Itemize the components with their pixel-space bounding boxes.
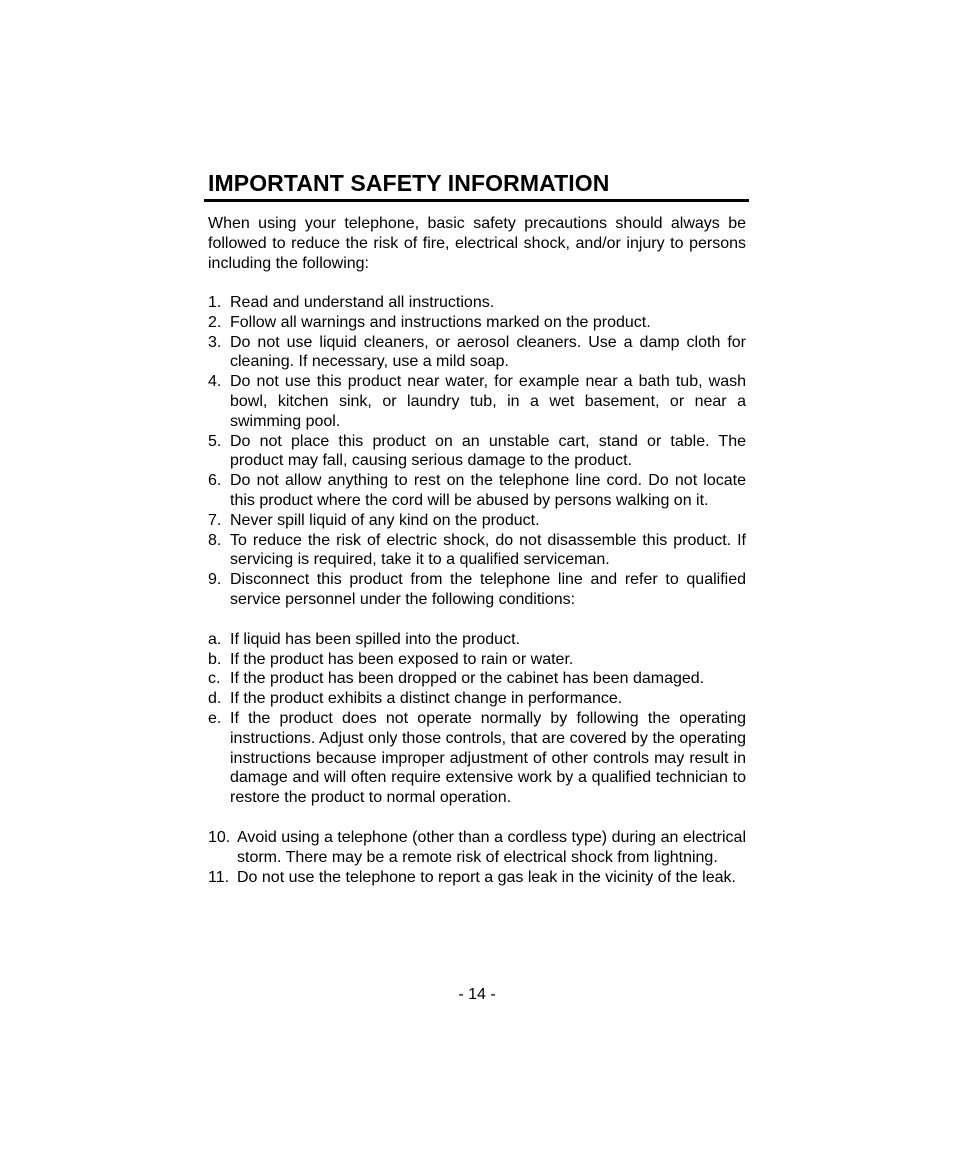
item-text: Read and understand all instructions. xyxy=(230,294,495,311)
sub-item-text: If liquid has been spilled into the product. xyxy=(230,630,520,648)
sub-item-text: If the product has been dropped or the cabinet has been damaged. xyxy=(230,670,705,688)
item-number: 6. xyxy=(208,472,222,490)
list-item xyxy=(208,471,746,511)
list-item xyxy=(208,868,746,888)
list-item xyxy=(208,293,746,313)
title-underline xyxy=(204,199,749,202)
conditions-list xyxy=(208,630,746,808)
item-number: 7. xyxy=(208,511,222,529)
sub-list-item xyxy=(208,630,746,650)
list-item xyxy=(208,333,746,373)
sub-list-item xyxy=(208,689,746,709)
item-text: Do not allow anything to rest on the telephone line cord. Do not locate this product where the cord will be abused by persons walking on it. xyxy=(230,472,746,509)
item-number: 11. xyxy=(208,868,230,886)
list-item xyxy=(208,372,746,431)
item-text: Do not use this product near water, for example near a bath tub, wash bowl, kitchen sink, or laundry tub, in a wet basement, or near a swimming pool. xyxy=(230,373,746,430)
list-item xyxy=(208,432,746,472)
item-number: 9. xyxy=(208,571,222,589)
sub-item-letter: a. xyxy=(208,630,222,648)
item-number: 4. xyxy=(208,373,222,391)
list-item xyxy=(208,313,746,333)
item-number: 5. xyxy=(208,432,222,450)
item-text: Do not use the telephone to report a gas leak in the vicinity of the leak. xyxy=(237,868,736,886)
item-text: Do not place this product on an unstable cart, stand or table. The product may fall, causing serious damage to the product. xyxy=(230,432,746,470)
safety-list xyxy=(208,293,746,610)
item-number: 3. xyxy=(208,333,222,351)
page-number: - 14 - xyxy=(458,986,496,1003)
item-text: To reduce the risk of electric shock, do not disassemble this product. If servicing is required, take it to a qualified serviceman. xyxy=(230,531,746,569)
item-text: Follow all warnings and instructions marked on the product. xyxy=(230,313,651,331)
list-item xyxy=(208,570,746,610)
page-title: IMPORTANT SAFETY INFORMATION xyxy=(208,170,610,196)
sub-item-text: If the product does not operate normally by following the operating instructions. Adjust only those controls, that are covered by the operating instructions because improper adjustment of other controls may result in damage and will often require extensive work by a qualified technician to restore the product to normal operation. xyxy=(230,709,746,807)
list-item xyxy=(208,531,746,571)
intro-paragraph: When using your telephone, basic safety precautions should always be followed to reduce the risk of fire, electrical shock, and/or injury to persons including the following: xyxy=(208,215,746,272)
document-page xyxy=(208,168,746,887)
item-number: 10. xyxy=(208,828,231,846)
sub-item-letter: b. xyxy=(208,650,222,668)
sub-item-letter: c. xyxy=(208,670,221,688)
item-text: Do not use liquid cleaners, or aerosol cleaners. Use a damp cloth for cleaning. If necessary, use a mild soap. xyxy=(230,333,746,371)
sub-list-item xyxy=(208,709,746,808)
sub-item-text: If the product has been exposed to rain or water. xyxy=(230,650,574,668)
sub-item-text: If the product exhibits a distinct change in performance. xyxy=(230,690,623,708)
item-text: Avoid using a telephone (other than a cordless type) during an electrical storm. There may be a remote risk of electrical shock from lightning. xyxy=(237,828,746,866)
item-number: 2. xyxy=(208,313,222,331)
item-text: Disconnect this product from the telephone line and refer to qualified service personnel under the following conditions: xyxy=(230,571,746,608)
list-item xyxy=(208,828,746,868)
sub-list-item xyxy=(208,650,746,670)
sub-list-item xyxy=(208,669,746,689)
sub-item-letter: d. xyxy=(208,690,222,708)
item-number: 1. xyxy=(208,294,222,311)
item-number: 8. xyxy=(208,531,222,549)
sub-item-letter: e. xyxy=(208,709,222,727)
item-text: Never spill liquid of any kind on the product. xyxy=(230,511,540,529)
list-item xyxy=(208,511,746,531)
safety-list-continued xyxy=(208,828,746,887)
